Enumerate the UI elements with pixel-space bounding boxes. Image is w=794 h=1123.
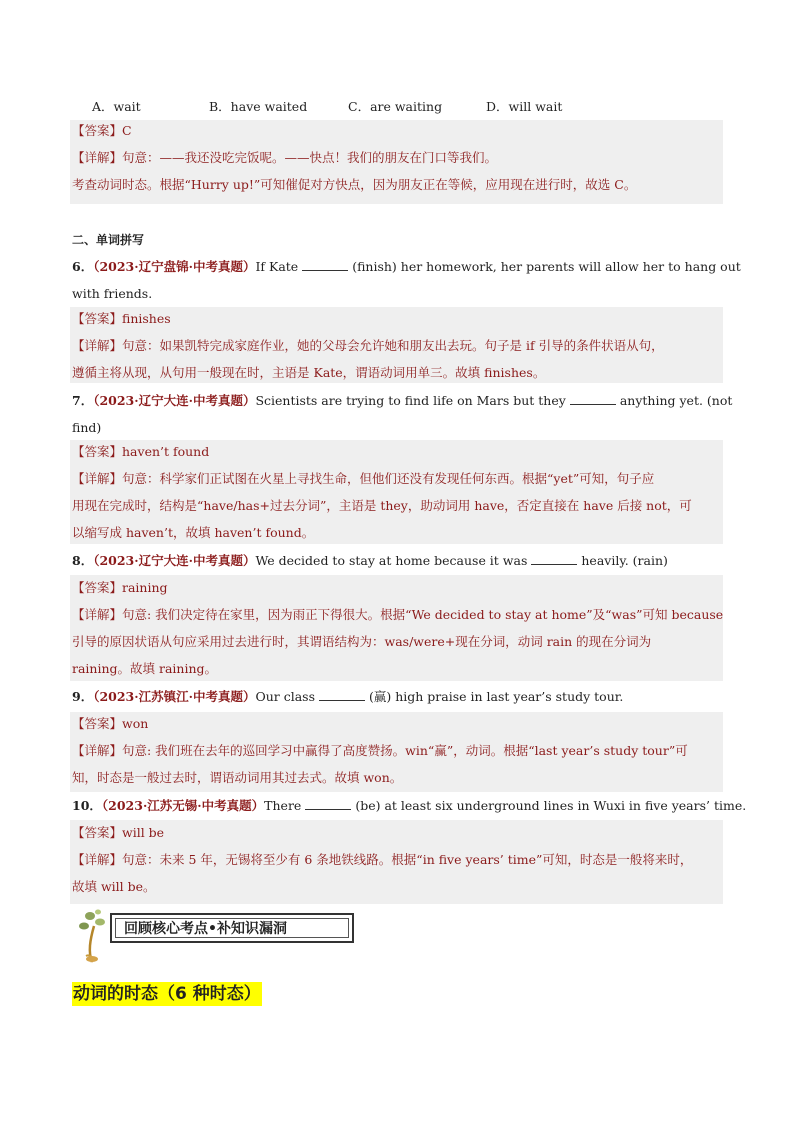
plant-icon bbox=[70, 904, 114, 964]
question-number: 6． bbox=[72, 259, 94, 274]
answer-text: 【答案】finishes bbox=[72, 311, 171, 326]
answer-text: 【答案】won bbox=[72, 716, 149, 731]
option-b: B．have waited bbox=[209, 99, 308, 114]
detail-text: 引导的原因状语从句应采用过去进行时，其谓语结构为：was/were+现在分词，动词 rain 的现在分词为 bbox=[72, 634, 652, 649]
question-6 bbox=[72, 259, 741, 275]
question-number: 7． bbox=[72, 393, 94, 408]
detail-text: 故填 will be。 bbox=[72, 879, 156, 894]
question-source: （2023·辽宁大连·中考真题） bbox=[93, 393, 256, 408]
answer-text: 【答案】will be bbox=[72, 825, 165, 840]
detail-text: 【详解】句意：未来 5 年，无锡将至少有 6 条地铁线路。根据“in five years’ time”可知，时态是一般将来时， bbox=[72, 852, 693, 867]
question-number: 10． bbox=[72, 798, 102, 813]
option-c: C．are waiting bbox=[348, 99, 443, 114]
answer-text: 【答案】raining bbox=[72, 580, 168, 595]
question-8 bbox=[72, 553, 668, 569]
detail-text: raining。故填 raining。 bbox=[72, 661, 218, 676]
answer-blank bbox=[305, 798, 351, 810]
question-text-cont: with friends. bbox=[72, 286, 153, 301]
question-9 bbox=[72, 689, 623, 705]
answer-blank bbox=[319, 689, 365, 701]
question-text: (be) at least six underground lines in Wuxi in five years’ time. bbox=[355, 798, 747, 813]
question-number: 8． bbox=[72, 553, 94, 568]
detail-text: 用现在完成时，结构是“have/has+过去分词”，主语是 they，助动词用 have，否定直接在 have 后接 not，可 bbox=[72, 498, 692, 513]
detail-text: 考查动词时态。根据“Hurry up!”可知催促对方快点，因为朋友正在等候，应用现在进行时，故选 C。 bbox=[72, 177, 637, 192]
option-a: A．wait bbox=[92, 99, 141, 114]
banner-label: 回顾核心考点•补知识漏洞 bbox=[115, 918, 349, 938]
question-text: If Kate bbox=[255, 259, 299, 274]
detail-text: 【详解】句意：科学家们正试图在火星上寻找生命，但他们还没有发现任何东西。根据“yet”可知，句子应 bbox=[72, 471, 655, 486]
question-text: anything yet. (not bbox=[619, 393, 733, 408]
question-text: We decided to stay at home because it was bbox=[255, 553, 528, 568]
answer-text: 【答案】C bbox=[72, 123, 132, 138]
question-text-cont: find) bbox=[72, 420, 102, 435]
answer-blank bbox=[302, 259, 348, 271]
detail-text: 【详解】句意: 我们班在去年的巡回学习中赢得了高度赞扬。win“赢”，动词。根据“last year’s study tour”可 bbox=[72, 743, 688, 758]
detail-text: 以缩写成 haven’t，故填 haven’t found。 bbox=[72, 525, 315, 540]
question-text: heavily. (rain) bbox=[581, 553, 668, 568]
detail-text: 遵循主将从现，从句用一般现在时，主语是 Kate，谓语动词用单三。故填 finishes。 bbox=[72, 365, 546, 380]
topic-heading: 动词的时态（6 种时态） bbox=[73, 984, 261, 1004]
detail-text: 【详解】句意：——我还没吃完饭呢。——快点！我们的朋友在门口等我们。 bbox=[72, 150, 498, 165]
question-10 bbox=[72, 798, 746, 814]
detail-text: 知，时态是一般过去时，谓语动词用其过去式。故填 won。 bbox=[72, 770, 403, 785]
section-banner bbox=[110, 913, 354, 943]
detail-text: 【详解】句意：如果凯特完成家庭作业，她的父母会允许她和朋友出去玩。句子是 if 引导的条件状语从句， bbox=[72, 338, 664, 353]
question-text: (赢) high praise in last year’s study tour. bbox=[368, 689, 624, 704]
question-source: （2023·江苏无锡·中考真题） bbox=[101, 798, 265, 813]
question-text: (finish) her homework, her parents will allow her to hang out bbox=[352, 259, 741, 274]
option-d: D．will wait bbox=[486, 99, 563, 114]
question-number: 9． bbox=[72, 689, 94, 704]
detail-text: 【详解】句意: 我们决定待在家里，因为雨正下得很大。根据“We decided to stay at home”及“was”可知 because bbox=[72, 607, 724, 622]
question-source: （2023·江苏镇江·中考真题） bbox=[93, 689, 256, 704]
section-title: 二、单词拼写 bbox=[72, 233, 145, 247]
question-text: Our class bbox=[255, 689, 315, 704]
answer-blank bbox=[531, 553, 577, 565]
question-source: （2023·辽宁大连·中考真题） bbox=[93, 553, 256, 568]
answer-text: 【答案】haven’t found bbox=[72, 444, 210, 459]
question-7 bbox=[72, 393, 732, 409]
question-text: There bbox=[264, 798, 302, 813]
answer-blank bbox=[570, 393, 616, 405]
question-text: Scientists are trying to find life on Mars but they bbox=[255, 393, 566, 408]
question-source: （2023·辽宁盘锦·中考真题） bbox=[93, 259, 256, 274]
